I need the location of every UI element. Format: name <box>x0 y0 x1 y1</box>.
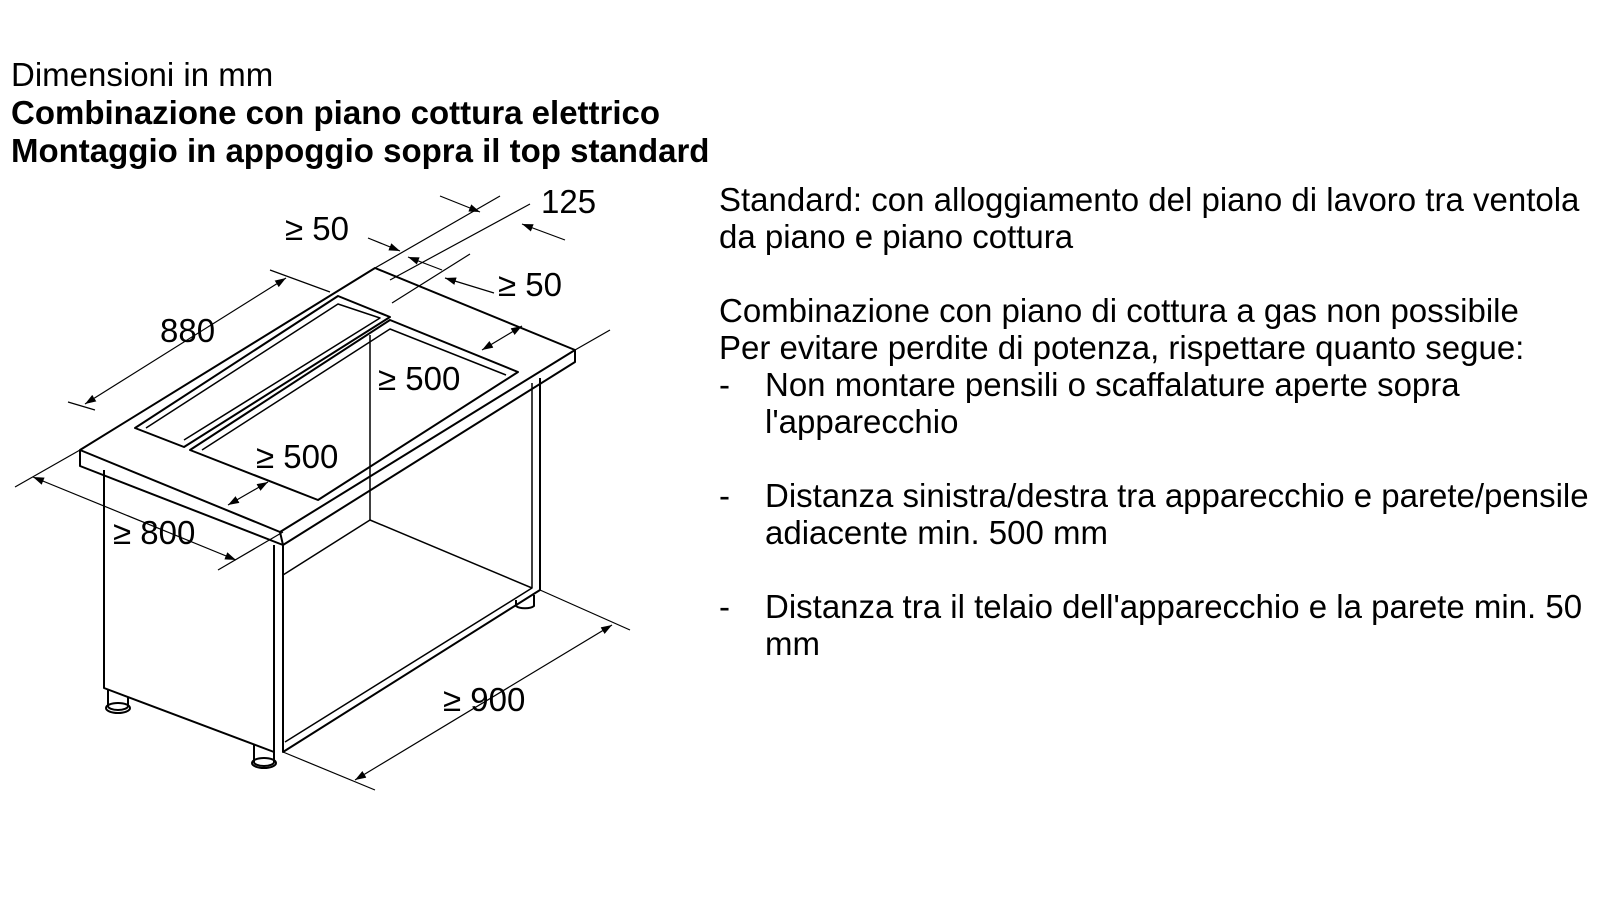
installation-notes <box>719 181 1589 662</box>
bullet-dash: - <box>719 477 730 514</box>
note-gas: Combinazione con piano di cottura a gas non possibile <box>719 292 1519 329</box>
dim-900-label: ≥ 900 <box>443 681 526 718</box>
dim-800-label: ≥ 800 <box>113 514 196 551</box>
list-item <box>719 588 1589 662</box>
header-units: Dimensioni in mm <box>11 56 274 93</box>
header-mounting: Montaggio in appoggio sopra il top standard <box>11 132 710 169</box>
bullet-dash: - <box>719 588 730 625</box>
header-combination: Combinazione con piano cottura elettrico <box>11 94 661 131</box>
dim-50-right-label: ≥ 50 <box>498 266 562 303</box>
dim-880-label: 880 <box>160 312 216 349</box>
list-item <box>719 477 1589 551</box>
bullet-text: Non montare pensili o scaffalature aperte sopra l'apparecchio <box>765 366 1460 440</box>
list-item <box>719 366 1589 440</box>
dim-500-lower-label: ≥ 500 <box>256 438 339 475</box>
dim-500-upper-label: ≥ 500 <box>378 360 461 397</box>
worktop-top-face <box>80 268 575 532</box>
installation-diagram <box>0 0 700 900</box>
note-standard: Standard: con alloggiamento del piano di lavoro tra ventola da piano e piano cottura <box>719 181 1580 255</box>
dim-50-top-label: ≥ 50 <box>285 210 349 247</box>
bullet-text: Distanza sinistra/destra tra apparecchio e parete/pensile adiacente min. 500 mm <box>765 477 1589 551</box>
bullet-dash: - <box>719 366 730 403</box>
dim-125-label: 125 <box>541 183 597 220</box>
bullet-text: Distanza tra il telaio dell'apparecchio e la parete min. 50 mm <box>765 588 1583 662</box>
note-intro: Per evitare perdite di potenza, rispettare quanto segue: <box>719 329 1525 366</box>
